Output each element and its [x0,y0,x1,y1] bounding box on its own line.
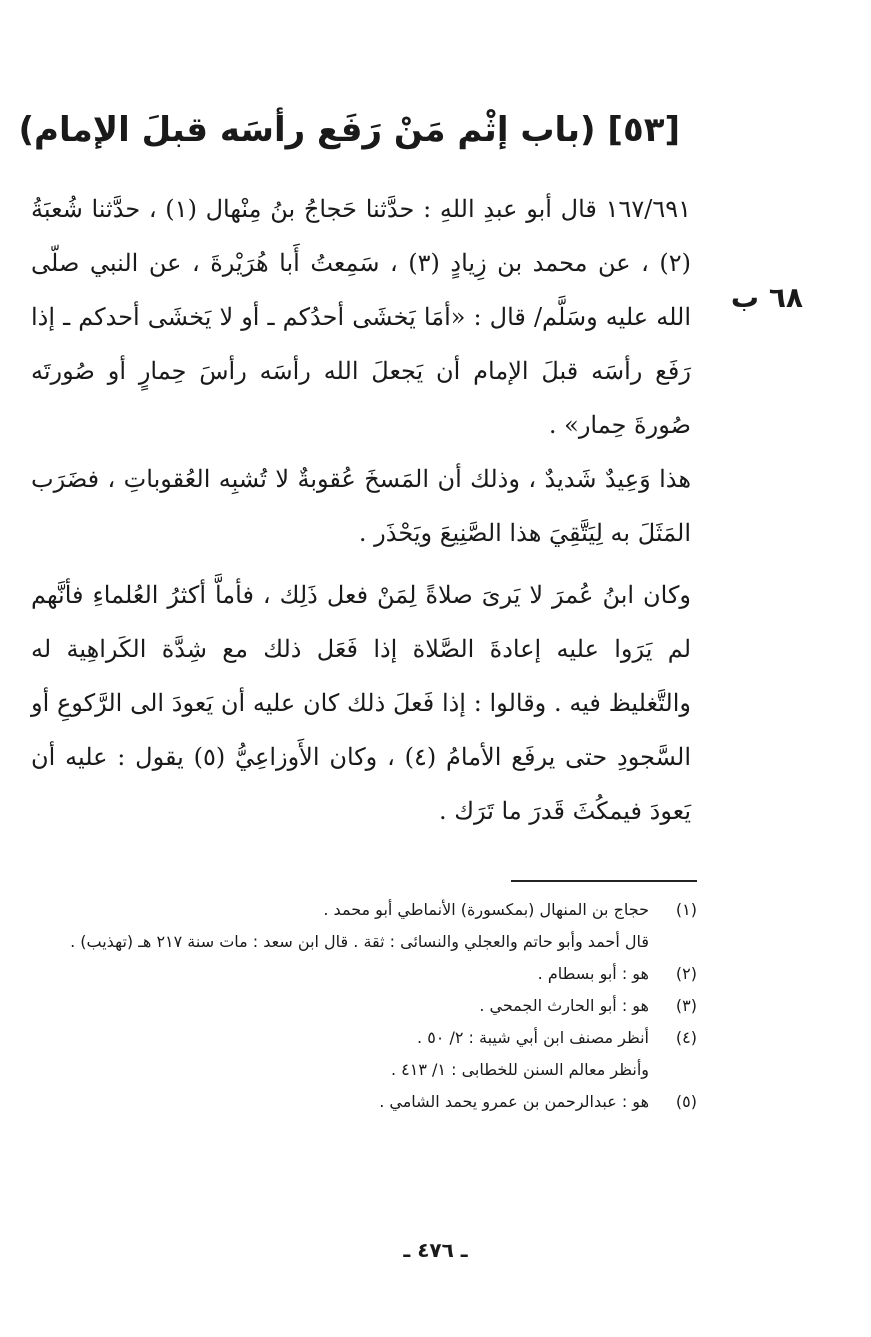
footnote-line: قال أحمد وأبو حاتم والعجلي والنسائى : ثقة . قال ابن سعد : مات سنة ٢١٧ هـ (تهذيب) . [70,932,649,951]
footnote [37,894,697,958]
commentary-paragraph: وكان ابنُ عُمرَ لا يَرىَ صلاةً لِمَنْ فعل ذَلِك ، فأماَّ أكثرُ العُلماءِ فأنَّهم لم يَرَوا عليه إعادةَ الصَّلاة إذا فَعَل ذلك مع شِدَّة الكَراهِية له والتَّغليظ فيه . وقالوا : إذا فَعلَ ذلك كان عليه أن يَعودَ الى الرَّكوعِ أو السَّجودِ حتى يرفَع الأمامُ (٤) ، وكان الأَوزاعِيُّ (٥) يقول : عليه أن يَعودَ فيمكُثَ قَدرَ ما تَرَك . [31,581,691,825]
footnote [37,958,697,990]
footnote-line: حجاج بن المنهال (بمكسورة) الأنماطي أبو محمد . [323,900,649,919]
footnote-line: هو : أبو بسطام . [537,964,649,983]
footnote-number: (٤) [675,1028,697,1047]
footnote-line: أنظر مصنف ابن أبي شيبة : ٢/ ٥٠ . [417,1028,649,1047]
hadith-paragraph: ١٦٧/٦٩١ قال أبو عبدِ اللهِ : حدَّثنا حَجاجُ بنُ مِنْهال (١) ، حدَّثنا شُعبَةُ (٢) ، عن محمد بن زِيادٍ (٣) ، سَمِعتُ أَبا هُرَيْرةَ ، عن النبي صلّى الله عليه وسَلَّم/ قال : «أمَا يَخشَى أحدُكم ـ أو لا يَخشَى أحدكم ـ إذا رَفَع رأسَه قبلَ الإمام أن يَجعلَ الله رأسَه رأسَ حِمارٍ أو صُورتَه صُورةَ حِمار» . [31,195,691,439]
footnote-number: (٥) [675,1092,697,1111]
footnote-line: هو : أبو الحارث الجمحي . [479,996,649,1015]
footnotes [37,894,697,1118]
footnote [37,990,697,1022]
footnote-number: (٣) [675,996,697,1015]
footnote-divider [511,880,697,882]
footnote-line: وأنظر معالم السنن للخطابى : ١/ ٤١٣ . [390,1060,649,1079]
footnote-line: هو : عبدالرحمن بن عمرو يحمد الشامي . [379,1092,649,1111]
footnote [37,1086,697,1118]
commentary-paragraph: هذا وَعِيدٌ شَديدٌ ، وذلك أن المَسخَ عُقوبةٌ لا تُشبِه العُقوباتِ ، فضَرَب المَثَلَ به لِيَتَّقِيَ هذا الصَّنِيعَ ويَحْذَر . [31,465,691,547]
margin-folio-note: ٦٨ ب [730,281,803,314]
footnote-number: (١) [675,900,697,919]
chapter-heading: [٥٣] (باب إثْم مَنْ رَفَع رأسَه قبلَ الإمام) [18,110,680,150]
footnote [37,1022,697,1086]
footnote-number: (٢) [675,964,697,983]
page-number: ـ ٤٧٦ ـ [403,1238,468,1262]
